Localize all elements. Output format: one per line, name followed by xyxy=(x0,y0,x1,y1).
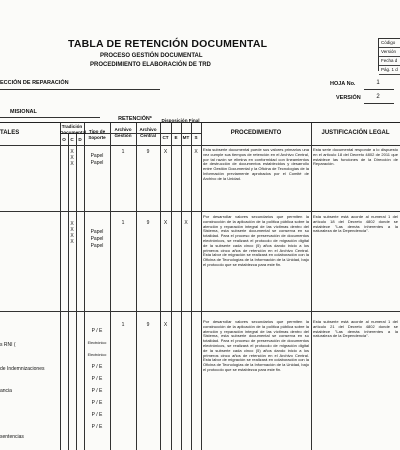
row3-archivo-gestion: 1 xyxy=(121,322,125,328)
row2-mt-mark: X xyxy=(184,220,188,226)
tradicion-mark: X xyxy=(70,227,74,233)
hoja-underline xyxy=(364,89,394,90)
row2-archivo-gestion: 1 xyxy=(121,220,125,226)
soporte-value: P / E xyxy=(91,388,103,394)
row3-archivo-central: 9 xyxy=(146,322,150,328)
retention-table xyxy=(0,116,400,450)
row3-justificacion: Esta subserie está acorde al numeral 1 del artículo 21 del Decreto 4802 donde se establece "Las demás inherentes a la naturaleza de la Dependencia". xyxy=(313,320,398,339)
soporte-value: Papel xyxy=(90,243,104,249)
header-ct: CT xyxy=(162,135,169,140)
row1-justificacion: Esta serie documental responde a lo dispuesto en el artículo 18 del Decreto 4802 de 2011 que establece las funciones de la Dirección de Reparación. xyxy=(313,148,398,167)
tradicion-mark: X xyxy=(70,155,74,161)
soporte-value: Electrónico xyxy=(87,353,107,357)
version-label: VERSIÓN xyxy=(336,95,361,101)
soporte-value: Papel xyxy=(90,229,104,235)
soporte-value: P / E xyxy=(91,400,103,406)
soporte-value: P / E xyxy=(91,328,103,334)
row3-left-text: sentencias xyxy=(0,434,24,440)
header-disposicion: Disposición Final xyxy=(161,118,200,123)
version-value: 2 xyxy=(376,94,380,100)
hoja-value: 1 xyxy=(376,80,380,86)
row1-procedimiento: Esta subserie documental puede sus valores primarios una vez cumple sus tiempos de retención en el Archivo Central, por tal razón se elimina en conformidad con lineamientos de destrucción de documentos establecidos y desarrollo entre Gestión Documental y la Oficina de Tecnologías de la Información previamente aprobados por el Comité de Archivo de la Unidad. xyxy=(203,148,309,181)
header-procedimiento: PROCEDIMIENTO xyxy=(230,130,282,136)
header-tradicion-c: C xyxy=(70,137,74,142)
soporte-value: Electrónico xyxy=(87,341,107,345)
row3-left-text: s RNI ( xyxy=(0,342,16,348)
header-tradicion: Tradición Documental xyxy=(60,124,87,135)
header-archivo-gestion: Archivo Gestión xyxy=(114,127,132,138)
row1-tradicion-marks xyxy=(60,149,84,167)
header-tales: TALES xyxy=(0,130,20,136)
soporte-value: P / E xyxy=(91,412,103,418)
document-code-box xyxy=(378,38,400,71)
header-tradicion-d: D xyxy=(78,137,82,142)
soporte-value: P / E xyxy=(91,376,103,382)
header-tipo-soporte: Tipo de Soporte xyxy=(88,129,106,140)
process-subtitle: PROCESO GESTIÓN DOCUMENTAL xyxy=(100,53,203,59)
row2-tradicion-marks xyxy=(60,221,84,245)
code-label: Código xyxy=(379,39,400,48)
tradicion-mark: X xyxy=(70,149,74,155)
row3-left-text: de Indemnizaciones xyxy=(0,366,45,372)
soporte-value: P / E xyxy=(91,424,103,430)
soporte-value: Papel xyxy=(90,236,104,242)
header-s: S xyxy=(194,135,198,140)
header-retencion: RETENCIÓN* xyxy=(118,116,152,122)
row1-archivo-central: 9 xyxy=(146,149,150,155)
row2-procedimiento: Por desarrollar valores secundarios que permiten la construcción de la aplicación de la política pública sobre la atención y reparación integral de las víctimas dentro del Sistema, esta subserie documental se conserva en su totalidad. Para el proceso de preservación de documentos electrónicos, se realizará el protocolo de migración digital de la subserie cada cinco (5) años dando inicio a los primeros cinco años de retención en el Archivo Central. Esta labor de migración se realizará en colaboración con la Oficina de Tecnologías de la Información de la Unidad, bajo el protocolo que se establezca para este fin. xyxy=(203,215,309,267)
row1-s-mark: X xyxy=(194,149,198,155)
tradicion-mark: X xyxy=(70,161,74,167)
row1-archivo-gestion: 1 xyxy=(121,149,125,155)
tradicion-mark: X xyxy=(70,233,74,239)
version-code-label: Versión xyxy=(379,48,400,57)
hoja-label: HOJA No. xyxy=(330,81,356,87)
header-mt: MT xyxy=(182,135,190,140)
row2-archivo-central: 9 xyxy=(146,220,150,226)
row3-left-text: ancia xyxy=(0,388,12,394)
document-title: TABLA DE RETENCIÓN DOCUMENTAL xyxy=(68,38,268,50)
office-label: ECCIÓN DE REPARACIÓN xyxy=(0,80,69,86)
misional-underline xyxy=(0,117,100,118)
header-tradicion-o: O xyxy=(62,137,66,142)
soporte-value: Papel xyxy=(90,160,104,166)
misional-label: MISIONAL xyxy=(10,109,37,115)
row3-procedimiento: Por desarrollar valores secundarios que permiten la construcción de la aplicación de la política pública sobre la atención y reparación integral de las víctimas dentro del Sistema, esta subserie documental se conserva en su totalidad. Para el proceso de preservación de documentos electrónicos, se realizará el protocolo de migración digital de la subserie cada cinco (5) años dando inicio a los primeros cinco años de retención en el Archivo Central. Esta labor de migración se realizará en colaboración con la Oficina de Tecnologías de la Información de la Unidad, bajo el protocolo que se establezca para este fin. xyxy=(203,320,309,372)
header-e: E xyxy=(174,135,178,140)
tradicion-mark: X xyxy=(70,221,74,227)
procedure-subtitle: PROCEDIMIENTO ELABORACIÓN DE TRD xyxy=(90,62,211,68)
page-code-label: Pág. 1 d xyxy=(379,66,400,75)
row2-soporte xyxy=(84,229,110,250)
row2-justificacion: Esta subserie está acorde al numeral 1 del artículo 18 del Decreto 4802 donde se establece "Las demás inherentes a la naturaleza de la Dependencia". xyxy=(313,215,398,234)
soporte-value: P / E xyxy=(91,364,103,370)
row1-soporte xyxy=(84,153,110,167)
row1-ct-mark: X xyxy=(163,149,168,155)
row2-ct-mark: X xyxy=(163,220,168,226)
date-code-label: Fecha d xyxy=(379,57,400,66)
row3-soporte xyxy=(84,325,110,433)
version-underline xyxy=(364,103,394,104)
header-archivo-central: Archivo Central xyxy=(139,127,157,138)
tradicion-mark: X xyxy=(70,239,74,245)
header-justificacion: JUSTIFICACIÓN LEGAL xyxy=(321,130,390,136)
office-underline xyxy=(0,89,160,90)
soporte-value: Papel xyxy=(90,153,104,159)
row3-ct-mark: X xyxy=(163,322,168,328)
